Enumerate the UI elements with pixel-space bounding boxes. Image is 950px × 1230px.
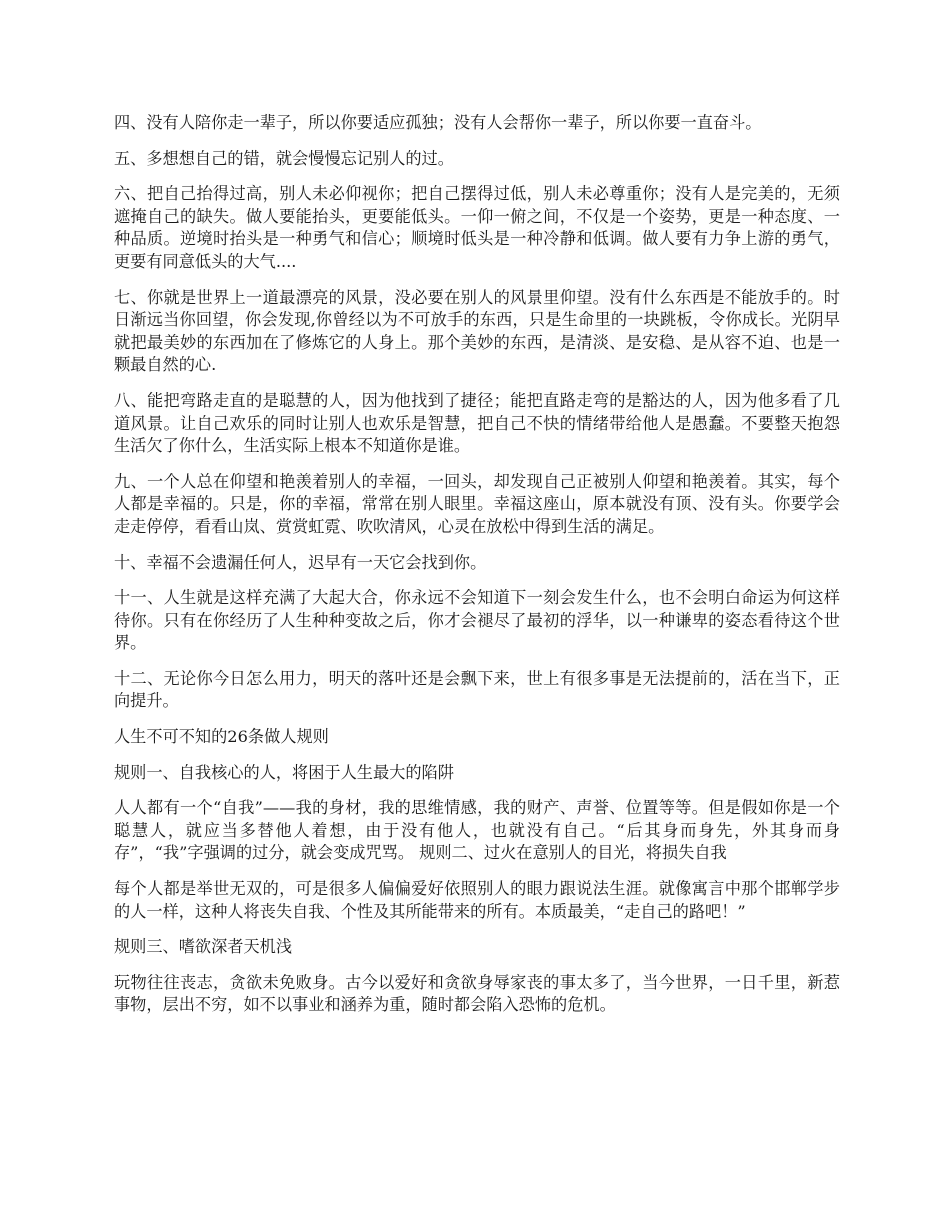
- paragraph-12: 十二、无论你今日怎么用力，明天的落叶还是会飘下来，世上有很多事是无法提前的，活在当下，正向提升。: [114, 668, 840, 711]
- rule-2-body: 每个人都是举世无双的，可是很多人偏偏爱好依照别人的眼力跟说法生涯。就像寓言中那个邯郸学步的人一样，这种人将丧失自我、个性及其所能带来的所有。本质最美，“走自己的路吧！”: [114, 879, 840, 921]
- document-body: [114, 112, 840, 1030]
- paragraph-7: 七、你就是世界上一道最漂亮的风景，没必要在别人的风景里仰望。没有什么东西是不能放手的。时日渐远当你回望，你会发现,你曾经以为不可放手的东西，只是生命里的一块跳板，令你成长。光阴早就把最美妙的东西加在了修炼它的人身上。那个美妙的东西，是清淡、是安稳、是从容不迫、也是一颗最自然的心.: [114, 287, 840, 375]
- rule-1-heading: 规则一、自我核心的人，将困于人生最大的陷阱: [114, 762, 454, 782]
- paragraph-6: 六、把自己抬得过高，别人未必仰视你；把自己摆得过低，别人未必尊重你；没有人是完美的，无须遮掩自己的缺失。做人要能抬头，更要能低头。一仰一俯之间，不仅是一个姿势，更是一种态度、一种品质。逆境时抬头是一种勇气和信心；顺境时低头是一种冷静和低调。做人要有力争上游的勇气，更要有同意低头的大气....: [114, 184, 840, 271]
- paragraph-11: 十一、人生就是这样充满了大起大合，你永远不会知道下一刻会发生什么，也不会明白命运为何这样待你。只有在你经历了人生种种变故之后，你才会褪尽了最初的浮华，以一种谦卑的姿态看待这个世界。: [114, 588, 840, 653]
- paragraph-8: 八、能把弯路走直的是聪慧的人，因为他找到了捷径；能把直路走弯的是豁达的人，因为他多看了几道风景。让自己欢乐的同时让别人也欢乐是智慧，把自己不快的情绪带给他人是愚蠢。不要整天抱怨生活欠了你什么，生活实际上根本不知道你是谁。: [114, 390, 840, 456]
- paragraph-4: 四、没有人陪你走一辈子，所以你要适应孤独；没有人会帮你一辈子，所以你要一直奋斗。: [114, 113, 762, 132]
- rule-1-body: 人人都有一个“自我”——我的身材，我的思维情感，我的财产、声誉、位置等等。但是假如你是一个聪慧人，就应当多替他人着想，由于没有他人，也就没有自己。“后其身而身先，外其身而身存”，“我”字强调的过分，就会变成咒骂。 规则二、过火在意别人的目光，将损失自我: [114, 798, 840, 863]
- rule-3-body: 玩物往往丧志，贪欲未免败身。古今以爱好和贪欲身辱家丧的事太多了，当今世界，一日千里，新惹事物，层出不穷，如不以事业和涵养为重，随时都会陷入恐怖的危机。: [114, 972, 840, 1015]
- paragraph-9: 九、一个人总在仰望和艳羡着别人的幸福，一回头，却发现自己正被别人仰望和艳羡着。其实，每个人都是幸福的。只是，你的幸福，常常在别人眼里。幸福这座山，原本就没有顶、没有头。你要学会走走停停，看看山岚、赏赏虹霓、吹吹清风，心灵在放松中得到生活的满足。: [114, 471, 840, 536]
- rule-3-heading: 规则三、嗜欲深者天机浅: [114, 937, 293, 957]
- paragraph-10: 十、幸福不会遗漏任何人，迟早有一天它会找到你。: [114, 552, 487, 572]
- paragraph-5: 五、多想想自己的错，就会慢慢忘记别人的过。: [114, 148, 454, 168]
- section-heading: 人生不可不知的26条做人规则: [114, 727, 329, 747]
